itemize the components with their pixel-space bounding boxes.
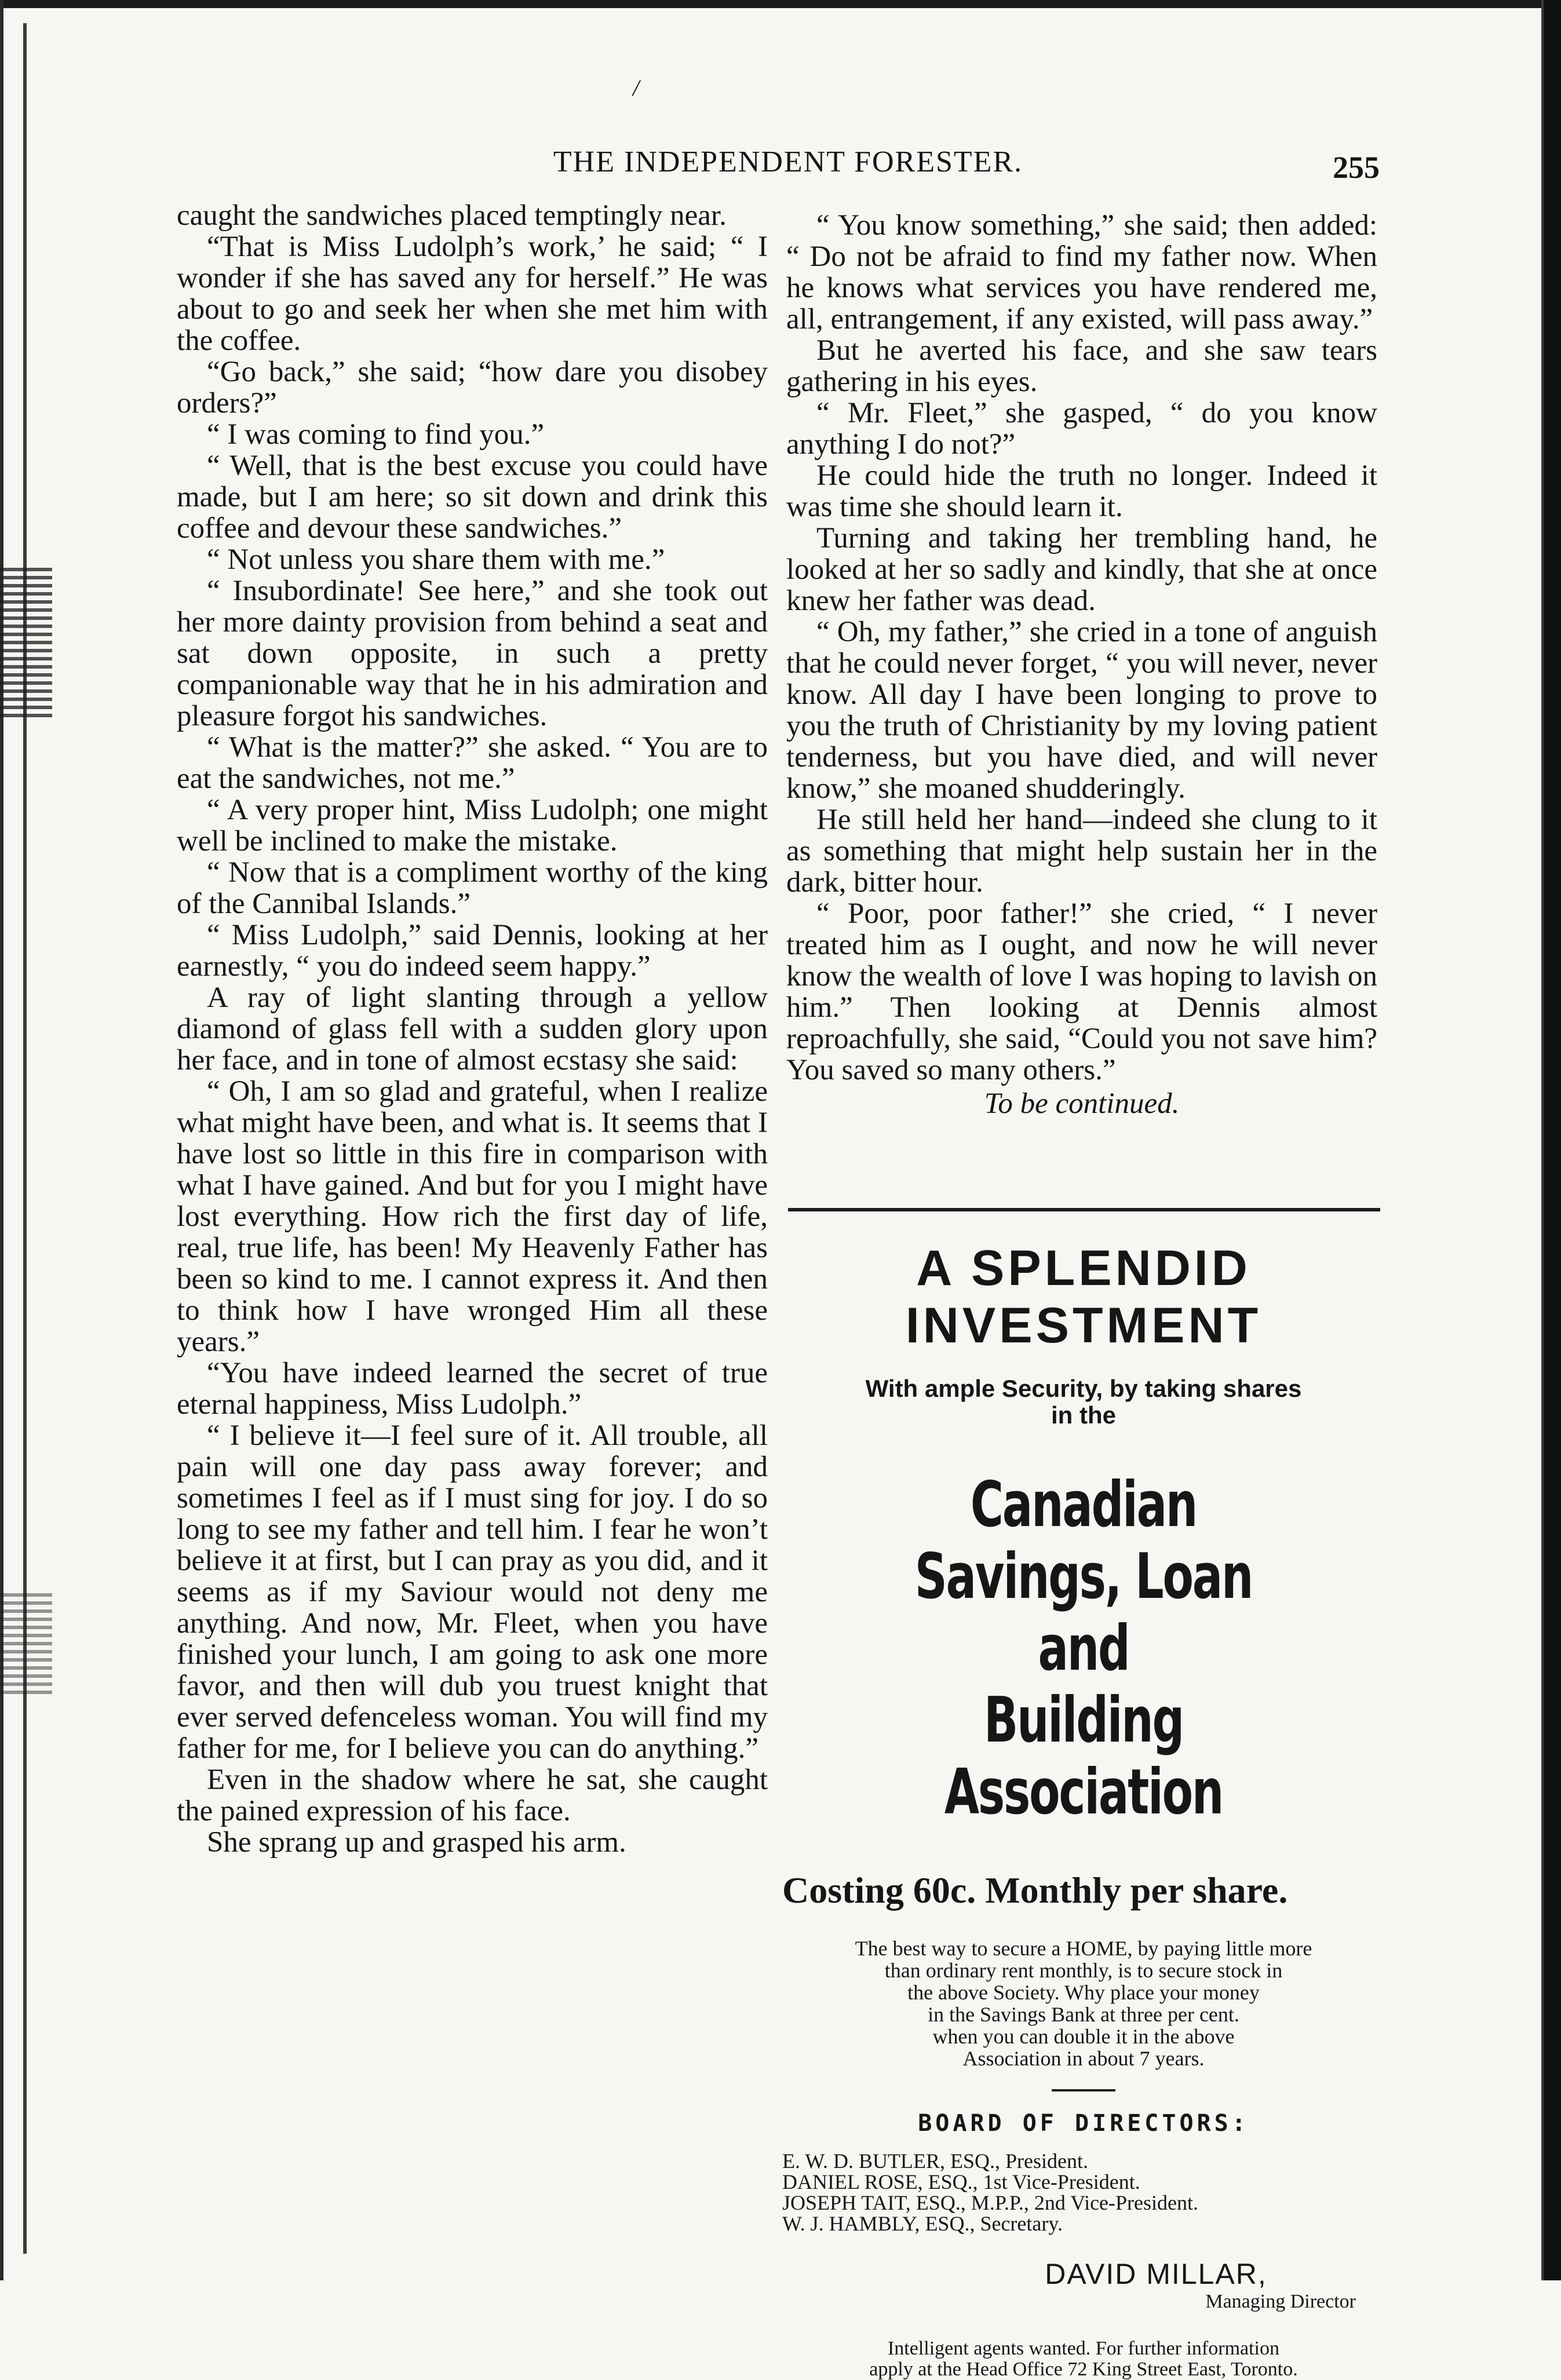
running-head: THE INDEPENDENT FORESTER. bbox=[553, 145, 1023, 178]
paragraph: “ Oh, I am so glad and grateful, when I realize what might have been, and what is. It seems that I have lost so little in this fire in comparison with what I have gained. And but for you I might have lost everything. How rich the first day of life, real, true life, has been! My Heavenly Father has been so kind to me. I cannot express it. And then to think how I have wronged Him all these years.” bbox=[177, 1075, 768, 1358]
scan-edge-right bbox=[1534, 0, 1561, 2280]
paragraph: “ Miss Ludolph,” said Dennis, looking at her earnestly, “ you do indeed seem happy.” bbox=[177, 919, 768, 983]
paragraph: She sprang up and grasped his arm. bbox=[207, 1826, 626, 1859]
ad-subhead-line: in the bbox=[1051, 1401, 1116, 1429]
ad-body-line: in the Savings Bank at three per cent. bbox=[928, 2003, 1239, 2026]
ad-body-line: The best way to secure a HOME, by paying little more bbox=[855, 1937, 1312, 1960]
ad-cost: Costing 60c. Monthly per share. bbox=[782, 1870, 1288, 1911]
right-column bbox=[786, 210, 1377, 1119]
binding-marks bbox=[0, 568, 52, 718]
section-divider bbox=[788, 1208, 1380, 1211]
director-entry: W. J. HAMBLY, ESQ., Secretary. bbox=[782, 2212, 1063, 2235]
director-entry: DANIEL ROSE, ESQ., 1st Vice-President. bbox=[782, 2170, 1140, 2193]
manager-name: DAVID MILLAR, bbox=[1045, 2258, 1267, 2290]
ad-footer-line: Intelligent agents wanted. For further information bbox=[887, 2338, 1280, 2359]
paragraph: “ Well, that is the best excuse you could have made, but I am here; so sit down and drink this coffee and devour these sandwiches.” bbox=[177, 450, 768, 545]
paragraph: Turning and taking her trembling hand, he looked at her so sadly and kindly, that she at once knew her father was dead. bbox=[786, 522, 1377, 617]
ad-footer-line: apply at the Head Office 72 King Street East, Toronto. bbox=[869, 2359, 1298, 2380]
paragraph: “ A very proper hint, Miss Ludolph; one might well be inclined to make the mistake. bbox=[177, 794, 768, 857]
ad-body-line: when you can double it in the above bbox=[932, 2025, 1235, 2048]
short-divider bbox=[1052, 2089, 1115, 2091]
paragraph: “ Not unless you share them with me.” bbox=[207, 543, 665, 576]
paragraph: A ray of light slanting through a yellow diamond of glass fell with a sudden glory upon her face, and in tone of almost ecstasy she said: bbox=[177, 981, 768, 1076]
paragraph: “ I believe it—I feel sure of it. All trouble, all pain will one day pass away forever; and sometimes I feel as if I must sing for joy. I do so long to see my father and tell him. I fear he won’t believe it at first, but I can pray as you did, and it seems as if my Saviour would not deny me anything. And now, Mr. Fleet, when you have finished your lunch, I am going to ask one more favor, and then will dub you truest knight that ever served defenceless woman. You will find my father for me, for I believe you can do anything.” bbox=[177, 1419, 768, 1765]
paragraph: “ I was coming to find you.” bbox=[207, 418, 545, 451]
advertisement bbox=[776, 1222, 1391, 2380]
paragraph: “Go back,” she said; “how dare you disobey orders?” bbox=[177, 356, 768, 419]
director-entry: E. W. D. BUTLER, ESQ., President. bbox=[782, 2149, 1088, 2173]
paragraph: “You have indeed learned the secret of true eternal happiness, Miss Ludolph.” bbox=[177, 1357, 768, 1421]
page-mark: / bbox=[633, 75, 640, 101]
association-name-line: Canadian Savings, Loan and bbox=[914, 1469, 1253, 1685]
paragraph: “ Poor, poor father!” she cried, “ I never treated him as I ought, and now he will never know the wealth of love I was hoping to lavish on him.” Then looking at Dennis almost reproachfully, she said, “Could you not save him? You saved so many others.” bbox=[786, 897, 1377, 1086]
paragraph: Even in the shadow where he sat, she caught the pained expression of his face. bbox=[177, 1764, 768, 1827]
paragraph: But he averted his face, and she saw tears gathering in his eyes. bbox=[786, 334, 1377, 398]
ad-footer bbox=[776, 2338, 1391, 2380]
paragraph: “ Mr. Fleet,” she gasped, “ do you know anything I do not?” bbox=[786, 397, 1377, 461]
to-be-continued: To be continued. bbox=[984, 1087, 1180, 1120]
ad-subhead bbox=[776, 1375, 1391, 1429]
scan-edge-top bbox=[0, 0, 1561, 8]
paragraph: “ Insubordinate! See here,” and she took out her more dainty provision from behind a seat and sat down opposite, in such a pretty companionable way that he in his admiration and pleasure forgot his sandwiches. bbox=[177, 575, 768, 732]
page-number: 255 bbox=[1333, 150, 1380, 185]
association-name bbox=[862, 1469, 1304, 1828]
ad-body-line: the above Society. Why place your money bbox=[907, 1981, 1260, 2004]
directors-list bbox=[776, 2151, 1391, 2234]
paragraph: “ You know something,” she said; then added: “ Do not be afraid to find my father now. When he knows what services you have rendered me, all, entrangement, if any existed, will pass away.” bbox=[786, 209, 1377, 335]
binding-marks-lower bbox=[0, 1593, 52, 1698]
paragraph: “That is Miss Ludolph’s work,’ he said; “ I wonder if she has saved any for herself.” He was about to go and seek her when she met him with the coffee. bbox=[177, 231, 768, 357]
paragraph: “ Now that is a compliment worthy of the king of the Cannibal Islands.” bbox=[177, 856, 768, 920]
paragraph: “ Oh, my father,” she cried in a tone of anguish that he could never forget, “ you will never, never know. All day I have been longing to prove to you the truth of Christianity by my loving patient tenderness, but you have died, and will never know,” she moaned shudderingly. bbox=[786, 616, 1377, 805]
paragraph: He still held her hand—indeed she clung to it as something that might help sustain her in the dark, bitter hour. bbox=[786, 804, 1377, 899]
paragraph: He could hide the truth no longer. Indeed it was time she should learn it. bbox=[786, 459, 1377, 523]
ad-body-line: than ordinary rent monthly, is to secure stock in bbox=[884, 1959, 1283, 1982]
directors-heading: BOARD OF DIRECTORS: bbox=[918, 2110, 1249, 2137]
left-column bbox=[177, 200, 768, 1858]
director-entry: JOSEPH TAIT, ESQ., M.P.P., 2nd Vice-President. bbox=[782, 2191, 1198, 2214]
association-name-line: Building Association bbox=[944, 1684, 1223, 1828]
scan-edge-left bbox=[0, 0, 35, 2280]
ad-body-line: Association in about 7 years. bbox=[962, 2047, 1205, 2070]
ad-body bbox=[776, 1937, 1391, 2069]
ad-subhead-line: With ample Security, by taking shares bbox=[865, 1375, 1302, 1402]
paragraph: “ What is the matter?” she asked. “ You are to eat the sandwiches, not me.” bbox=[177, 731, 768, 795]
manager-title: Managing Director bbox=[1205, 2291, 1356, 2312]
ad-headline: A SPLENDID INVESTMENT bbox=[905, 1240, 1262, 1353]
paragraph: caught the sandwiches placed temptingly near. bbox=[177, 199, 727, 232]
